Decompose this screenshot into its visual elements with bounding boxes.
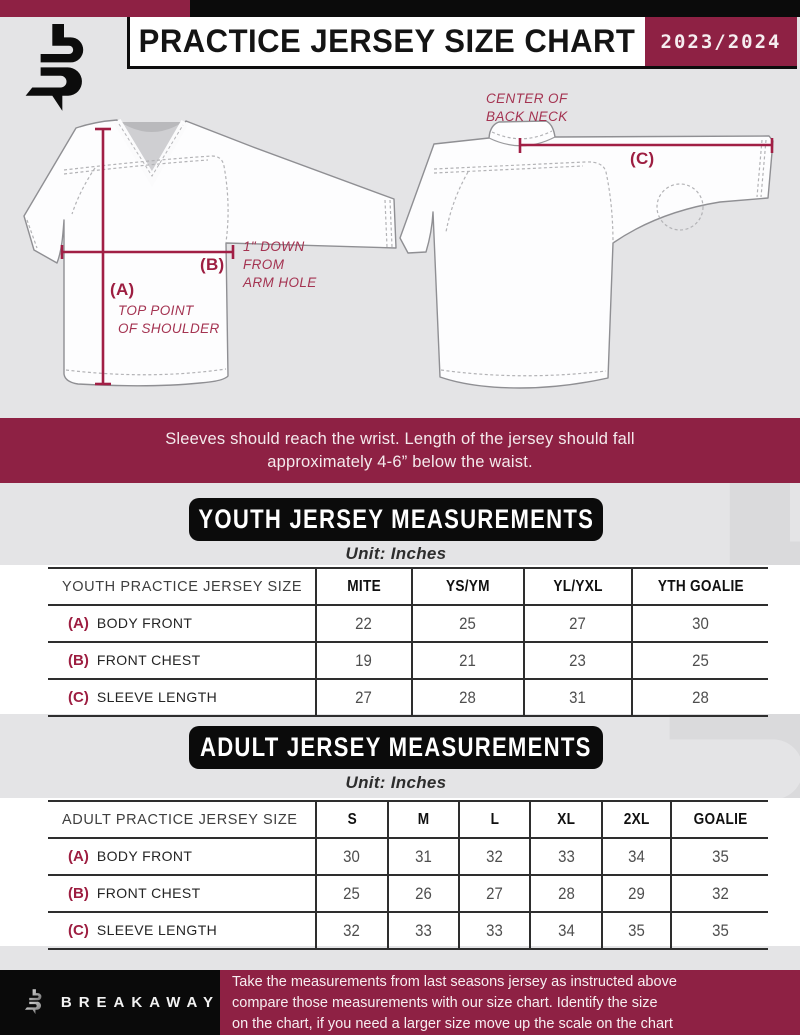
top-bar-maroon: [0, 0, 190, 17]
size-table-column-header: GOALIE: [671, 801, 768, 838]
size-value-cell: 23: [524, 642, 632, 679]
size-table-column-header: MITE: [316, 568, 412, 605]
size-table-label-header: ADULT PRACTICE JERSEY SIZE: [48, 801, 316, 838]
measurement-row-label: (C) SLEEVE LENGTH: [48, 912, 316, 949]
size-value-cell: 28: [530, 875, 601, 912]
season-badge: [645, 17, 797, 66]
adult-unit-label: Unit: Inches: [345, 773, 447, 792]
top-bar-black: [190, 0, 800, 17]
page-title: PRACTICE JERSEY SIZE CHART: [139, 23, 636, 59]
adult-section-heading: ADULT JERSEY MEASUREMENTS: [189, 726, 603, 769]
size-table-column-header: L: [459, 801, 530, 838]
size-value-cell: 33: [388, 912, 459, 949]
notice-line-2: approximately 4-6” below the waist.: [267, 452, 533, 471]
footer-note-line-2: compare those measurements with our size chart. Identify the size: [232, 995, 658, 1011]
footer-note-line-3: on the chart, if you need a larger size move up the scale on the chart: [232, 1016, 673, 1032]
size-table-column-header: 2XL: [602, 801, 672, 838]
size-table-header-row: [48, 568, 768, 605]
size-value-cell: 33: [530, 838, 601, 875]
measurement-row-label: (C) SLEEVE LENGTH: [48, 679, 316, 716]
size-value-cell: 34: [530, 912, 601, 949]
footer-note-line-1: Take the measurements from last seasons jersey as instructed above: [232, 974, 677, 990]
measurement-b-note: 1" DOWN FROM ARM HOLE: [243, 239, 317, 290]
measurement-row-label: (B) FRONT CHEST: [48, 642, 316, 679]
size-value-cell: 25: [412, 605, 524, 642]
size-value-cell: 27: [524, 605, 632, 642]
size-value-cell: 32: [459, 838, 530, 875]
jersey-back-diagram: [400, 121, 773, 388]
size-value-cell: 31: [524, 679, 632, 716]
size-table-column-header: S: [316, 801, 388, 838]
title-banner: [127, 17, 797, 69]
size-value-cell: 35: [671, 838, 768, 875]
jersey-diagrams: [0, 88, 800, 420]
size-value-cell: 25: [632, 642, 768, 679]
size-value-cell: 21: [412, 642, 524, 679]
size-table-row: [48, 642, 768, 679]
measurement-a-key: (A): [110, 280, 135, 299]
measurement-row-label: (A) BODY FRONT: [48, 838, 316, 875]
size-value-cell: 22: [316, 605, 412, 642]
title-box: [127, 17, 645, 66]
size-table-column-header: M: [388, 801, 459, 838]
size-table-header-row: [48, 801, 768, 838]
size-table-column-header: YL/YXL: [524, 568, 632, 605]
size-value-cell: 29: [602, 875, 672, 912]
size-value-cell: 26: [388, 875, 459, 912]
youth-size-table: [48, 567, 768, 717]
measurement-c-note: CENTER OF BACK NECK: [486, 91, 568, 124]
size-value-cell: 31: [388, 838, 459, 875]
size-value-cell: 35: [602, 912, 672, 949]
size-table-row: [48, 605, 768, 642]
measurement-c-key: (C): [630, 149, 655, 168]
size-table-row: [48, 912, 768, 949]
season-label: 2023/2024: [660, 30, 782, 53]
size-value-cell: 30: [316, 838, 388, 875]
measurement-b-key: (B): [200, 255, 225, 274]
size-value-cell: 28: [412, 679, 524, 716]
jersey-front-diagram: [24, 120, 396, 386]
size-value-cell: 27: [316, 679, 412, 716]
size-value-cell: 30: [632, 605, 768, 642]
footer-note: [220, 970, 800, 1035]
size-value-cell: 32: [316, 912, 388, 949]
size-value-cell: 33: [459, 912, 530, 949]
adult-size-table: [48, 800, 768, 950]
size-value-cell: 35: [671, 912, 768, 949]
size-table-label-header: YOUTH PRACTICE JERSEY SIZE: [48, 568, 316, 605]
measurement-a-note: TOP POINT OF SHOULDER: [118, 303, 220, 336]
footer: [0, 970, 800, 1035]
size-table-column-header: YTH GOALIE: [632, 568, 768, 605]
size-table-column-header: XL: [530, 801, 601, 838]
measurement-row-label: (A) BODY FRONT: [48, 605, 316, 642]
size-value-cell: 19: [316, 642, 412, 679]
size-table-row: [48, 875, 768, 912]
size-table-row: [48, 679, 768, 716]
size-table-row: [48, 838, 768, 875]
size-value-cell: 34: [602, 838, 672, 875]
size-value-cell: 25: [316, 875, 388, 912]
size-table-column-header: YS/YM: [412, 568, 524, 605]
footer-brand-name: BREAKAWAY: [60, 994, 220, 1011]
measurement-row-label: (B) FRONT CHEST: [48, 875, 316, 912]
youth-section-heading: YOUTH JERSEY MEASUREMENTS: [189, 498, 603, 541]
footer-brand-box: [0, 970, 220, 1035]
youth-unit-label: Unit: Inches: [345, 544, 447, 563]
size-value-cell: 32: [671, 875, 768, 912]
notice-line-1: Sleeves should reach the wrist. Length of the jersey should fall: [165, 429, 635, 448]
size-value-cell: 28: [632, 679, 768, 716]
size-value-cell: 27: [459, 875, 530, 912]
notice-banner: [0, 418, 800, 483]
breakaway-b-logo-small: [24, 985, 48, 1021]
